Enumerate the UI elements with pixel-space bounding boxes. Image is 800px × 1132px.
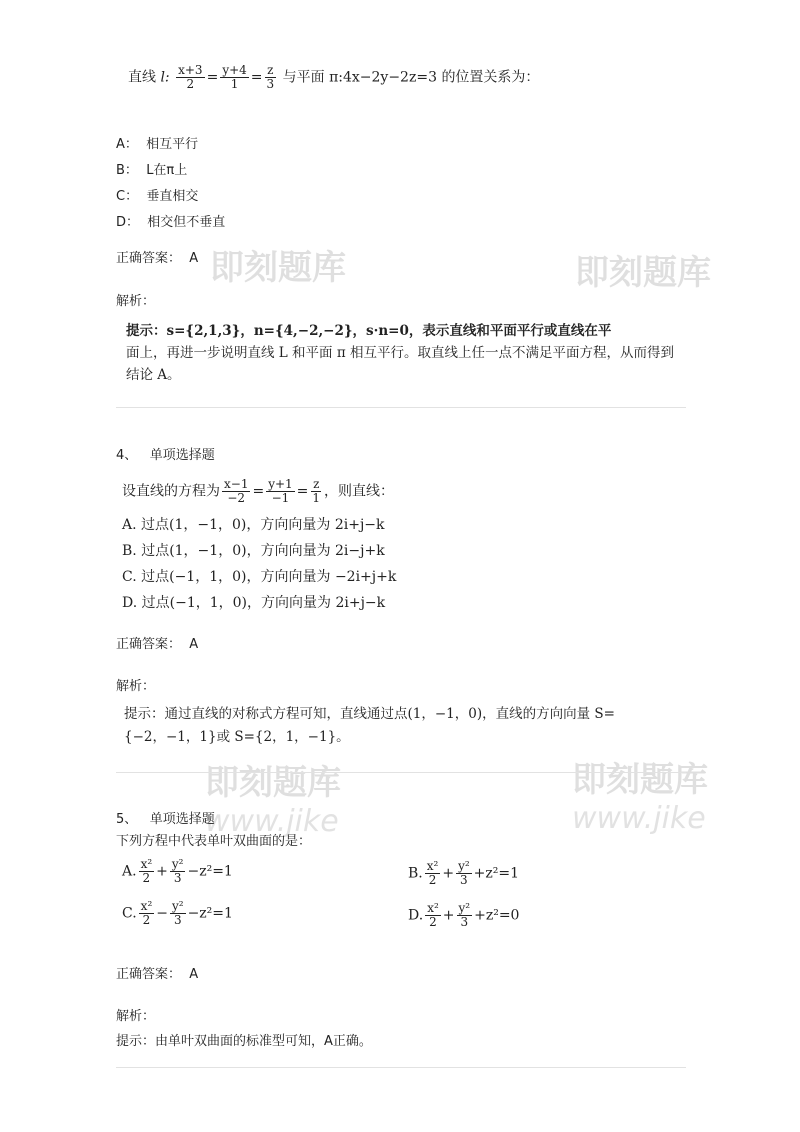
watermark — [205, 755, 341, 839]
watermark-text: 即刻题库 — [210, 248, 346, 288]
q5-stem: 下列方程中代表单叶双曲面的是： — [116, 834, 312, 849]
q3-hint: 提示：s={2,1,3}，n={4,−2,−2}，s·n=0，表示直线和平面平行或直线在平 面上，再进一步说明直线 L 和平面 π 相互平行。取直线上任一点不满足平面方程，从而得到 结论 A。 — [126, 323, 675, 383]
q4-answer: 正确答案： A — [116, 637, 199, 652]
q5-hint: 提示：由单叶双曲面的标准型可知，A正确。 — [116, 1034, 372, 1049]
watermark — [210, 240, 346, 289]
watermark — [572, 752, 708, 836]
q3-options — [116, 132, 225, 236]
q5-analysis-label: 解析： — [116, 1009, 156, 1024]
answer-value: A — [189, 251, 199, 266]
watermark-text: 即刻题库 — [575, 253, 711, 293]
option-c[interactable]: C： 垂直相交 — [116, 189, 199, 204]
fraction: $\frac{x-1}{-2}$ — [224, 477, 249, 505]
q3-stem: 直线 l: $\frac{x+3}{2}$ = $\frac{y+4}{1}$ = $\frac{z}{3}$ 与平面 π:4x−2y−2z=3 的位置关系为： — [128, 63, 540, 91]
q4-stem: 设直线的方程为 $\frac{x-1}{-2}$ = $\frac{y+1}{-1}$ = $\frac{z}{1}$ ，则直线： — [122, 477, 395, 505]
watermark-url: www.jike — [572, 801, 706, 836]
q5-header: 5、 单项选择题 — [116, 812, 215, 827]
fraction: $\frac{y+4}{1}$ — [222, 63, 247, 91]
fraction: $\frac{z}{1}$ — [312, 477, 321, 505]
option-a[interactable]: A： 相互平行 — [116, 137, 199, 152]
q5-answer: 正确答案： A — [116, 967, 199, 982]
fraction: $\frac{z}{3}$ — [266, 63, 275, 91]
watermark — [575, 245, 711, 294]
q3-answer: 正确答案： A — [116, 251, 199, 266]
fraction: $\frac{x+3}{2}$ — [178, 63, 203, 91]
option-d[interactable]: D. 过点(−1，1，0)，方向向量为 2i+j−k — [122, 595, 386, 611]
q3-analysis-label: 解析： — [116, 294, 156, 309]
option-c[interactable]: C. 过点(−1，1，0)，方向向量为 −2i+j+k — [122, 569, 397, 585]
option-d[interactable]: D： 相交但不垂直 — [116, 215, 226, 230]
watermark-text: 即刻题库 — [205, 763, 341, 803]
option-c[interactable]: C. $\frac{\text{x²}}{2}$ − $\frac{\text{y²}}{3}$ −z²=1 — [122, 899, 233, 927]
watermark-text: 即刻题库 — [572, 760, 708, 800]
option-a[interactable]: A. 过点(1，−1，0)，方向向量为 2i+j−k — [122, 517, 385, 533]
divider — [116, 772, 686, 773]
watermark-url: www.jike — [205, 804, 339, 839]
answer-value: A — [189, 637, 199, 652]
q4-header: 4、 单项选择题 — [116, 448, 215, 463]
option-b[interactable]: B. 过点(1，−1，0)，方向向量为 2i−j+k — [122, 543, 385, 559]
answer-value: A — [189, 967, 199, 982]
option-b[interactable]: B： L在π上 — [116, 163, 188, 178]
divider — [116, 1067, 686, 1068]
option-a[interactable]: A. $\frac{\text{x²}}{2}$ + $\frac{\text{y²}}{3}$ −z²=1 — [122, 857, 233, 885]
fraction: $\frac{y+1}{-1}$ — [268, 477, 293, 505]
divider — [116, 407, 686, 408]
option-b[interactable]: B. $\frac{\text{x²}}{2}$ + $\frac{\text{y²}}{3}$ +z²=1 — [408, 859, 520, 887]
q4-options — [122, 512, 396, 616]
option-d[interactable]: D. $\frac{\text{x²}}{2}$ + $\frac{\text{y²}}{3}$ +z²=0 — [408, 901, 520, 929]
q4-hint: 提示：通过直线的对称式方程可知，直线通过点(1，−1，0)，直线的方向向量 S= {−2，−1，1}或 S={2，1，−1}。 — [124, 706, 615, 745]
q4-analysis-label: 解析： — [116, 679, 156, 694]
